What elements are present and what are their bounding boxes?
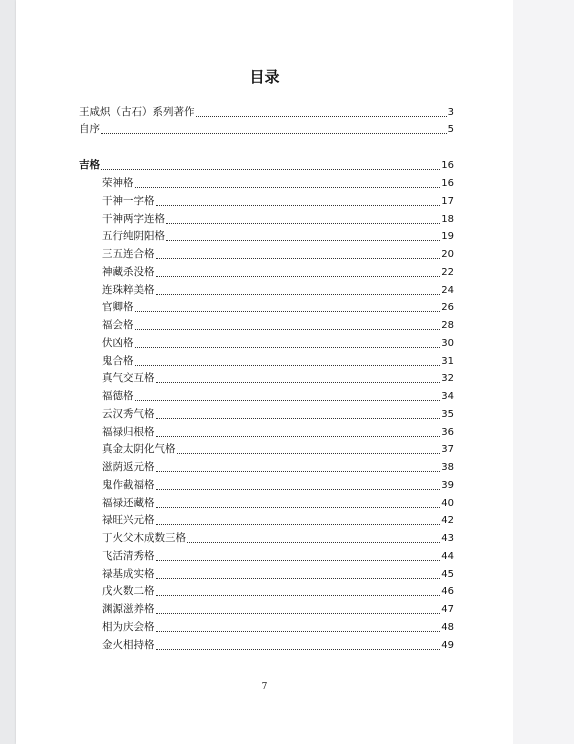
toc-entry[interactable] (102, 193, 454, 210)
toc-entry-page: 35 (441, 408, 454, 420)
dot-leader (156, 613, 441, 614)
toc-entry[interactable] (102, 406, 454, 423)
dot-leader (156, 205, 441, 206)
toc-entry-label: 金火相持格 (102, 638, 155, 651)
toc-entry[interactable] (102, 353, 454, 370)
toc-entry-page: 37 (441, 444, 454, 456)
toc-entry[interactable] (102, 282, 454, 299)
toc-entry-page: 18 (441, 213, 454, 225)
toc-entry[interactable] (102, 388, 454, 405)
toc-entry[interactable] (102, 246, 454, 263)
toc-entry-label: 五行纯阴阳格 (102, 230, 165, 243)
toc-entry-label: 官卿格 (102, 301, 134, 314)
toc-entry-label: 相为庆会格 (102, 620, 155, 633)
toc-entry-page: 34 (441, 391, 454, 402)
toc-entry[interactable] (102, 264, 454, 281)
toc-entry[interactable] (102, 299, 454, 316)
dot-leader (156, 507, 441, 508)
toc-entry[interactable] (102, 175, 454, 192)
dot-leader (156, 276, 441, 277)
toc-entry-label: 自序 (79, 123, 100, 135)
toc-entry-label: 福会格 (102, 319, 134, 331)
toc-entry-page: 28 (441, 320, 454, 331)
toc-entry-page: 47 (441, 604, 454, 615)
toc-entry[interactable] (102, 619, 454, 636)
toc-entry-label: 禄旺兴元格 (102, 514, 155, 527)
dot-leader (156, 578, 441, 579)
toc-entry-page: 49 (441, 639, 454, 651)
dot-leader (156, 595, 441, 596)
toc-entry-label: 禄基成实格 (102, 567, 155, 580)
toc-entry-page: 32 (441, 373, 454, 385)
dot-leader (156, 471, 441, 472)
toc-section-page: 16 (441, 160, 454, 171)
toc-entry-label: 滋荫返元格 (102, 461, 155, 473)
toc-entry-page: 36 (441, 426, 454, 438)
toc-entry[interactable] (102, 583, 454, 600)
dot-leader (156, 649, 441, 650)
dot-leader (156, 294, 441, 295)
toc-entry[interactable] (102, 566, 454, 583)
toc-entry-page: 5 (447, 124, 454, 135)
toc-entry-label: 连珠粹美格 (102, 283, 155, 296)
toc-entry-label: 丁火父木成数三格 (102, 532, 186, 544)
toc-entry-page: 31 (441, 355, 454, 367)
dot-leader (135, 329, 441, 330)
toc-entry[interactable] (102, 424, 454, 441)
dot-leader (156, 436, 441, 437)
toc-entry[interactable] (102, 317, 454, 334)
dot-leader (135, 187, 441, 188)
dot-leader (166, 240, 440, 241)
toc-entry-page: 48 (441, 621, 454, 633)
toc-entry-page: 30 (441, 337, 454, 349)
toc-entry-page: 22 (441, 266, 454, 278)
toc-entry[interactable] (102, 530, 454, 547)
toc-entry-front-matter[interactable] (79, 121, 454, 138)
toc-entry-page: 16 (441, 178, 454, 189)
toc-entry-label: 戊火数二格 (102, 585, 155, 598)
toc-entry-label: 鬼合格 (102, 354, 134, 367)
dot-leader (135, 347, 441, 348)
toc-entry-page: 38 (441, 462, 454, 473)
toc-entry-page: 26 (441, 302, 454, 314)
dot-leader (135, 365, 441, 366)
toc-entry[interactable] (102, 370, 454, 387)
toc-entry[interactable] (102, 211, 454, 228)
toc-entry-page: 3 (447, 107, 454, 118)
dot-leader (135, 311, 441, 312)
dot-leader (156, 560, 441, 561)
toc-entry-page: 42 (441, 515, 454, 527)
toc-entry-label: 干神两字连格 (102, 212, 165, 225)
toc-entry[interactable] (102, 637, 454, 654)
viewer-side-panel (513, 0, 574, 744)
toc-entry[interactable] (102, 335, 454, 352)
toc-entry-label: 鬼作截福格 (102, 478, 155, 491)
toc-entry[interactable] (102, 548, 454, 565)
toc-entry-page: 17 (441, 195, 454, 207)
toc-section-label: 吉格 (79, 159, 100, 171)
toc-entry-label: 福禄归根格 (102, 425, 155, 438)
dot-leader (156, 524, 441, 525)
dot-leader (156, 489, 441, 490)
toc-entry[interactable] (102, 477, 454, 494)
toc-entry[interactable] (102, 495, 454, 512)
toc-entry-label: 伏凶格 (102, 336, 134, 349)
toc-entry-label: 神藏杀没格 (102, 265, 155, 278)
toc-entry[interactable] (102, 512, 454, 529)
dot-leader (156, 418, 441, 419)
dot-leader (135, 400, 441, 401)
toc-entry-page: 46 (441, 586, 454, 598)
toc-entry-page: 40 (441, 497, 454, 509)
dot-leader (196, 116, 447, 117)
document-page (16, 0, 513, 744)
toc-entry-page: 44 (441, 550, 454, 562)
dot-leader (187, 542, 440, 543)
toc-entry-page: 39 (441, 479, 454, 491)
toc-entry-label: 福德格 (102, 390, 134, 402)
toc-entry-label: 干神一字格 (102, 194, 155, 207)
toc-entry-page: 24 (441, 284, 454, 296)
dot-leader (166, 223, 440, 224)
toc-entry-page: 19 (441, 231, 454, 243)
page-title: 目录 (249, 68, 280, 86)
toc-entry-label: 云汉秀气格 (102, 407, 155, 420)
toc-entry-label: 福禄还藏格 (102, 496, 155, 509)
toc-entry-label: 荣神格 (102, 177, 134, 189)
dot-leader (101, 169, 440, 170)
toc-section-heading[interactable] (79, 157, 454, 174)
dot-leader (156, 631, 441, 632)
dot-leader (177, 453, 441, 454)
dot-leader (156, 258, 441, 259)
toc-entry-label: 三五连合格 (102, 248, 155, 260)
toc-entry-label: 真金太阴化气格 (102, 443, 176, 456)
toc-entry-page: 45 (441, 568, 454, 580)
dot-leader (156, 382, 441, 383)
toc-entry[interactable] (102, 228, 454, 245)
toc-entry[interactable] (102, 459, 454, 476)
page-number: 7 (261, 682, 268, 692)
toc-entry-label: 渊源滋养格 (102, 603, 155, 615)
toc-entry[interactable] (102, 601, 454, 618)
dot-leader (101, 133, 447, 134)
toc-entry-label: 王咸炽（古石）系列著作 (79, 106, 195, 118)
toc-entry-label: 真气交互格 (102, 372, 155, 385)
toc-entry-page: 20 (441, 249, 454, 260)
toc-entry[interactable] (102, 441, 454, 458)
table-of-contents (16, 0, 513, 744)
toc-entry-page: 43 (441, 533, 454, 544)
toc-entry-label: 飞活清秀格 (102, 549, 155, 562)
toc-entry-front-matter[interactable] (79, 104, 454, 121)
